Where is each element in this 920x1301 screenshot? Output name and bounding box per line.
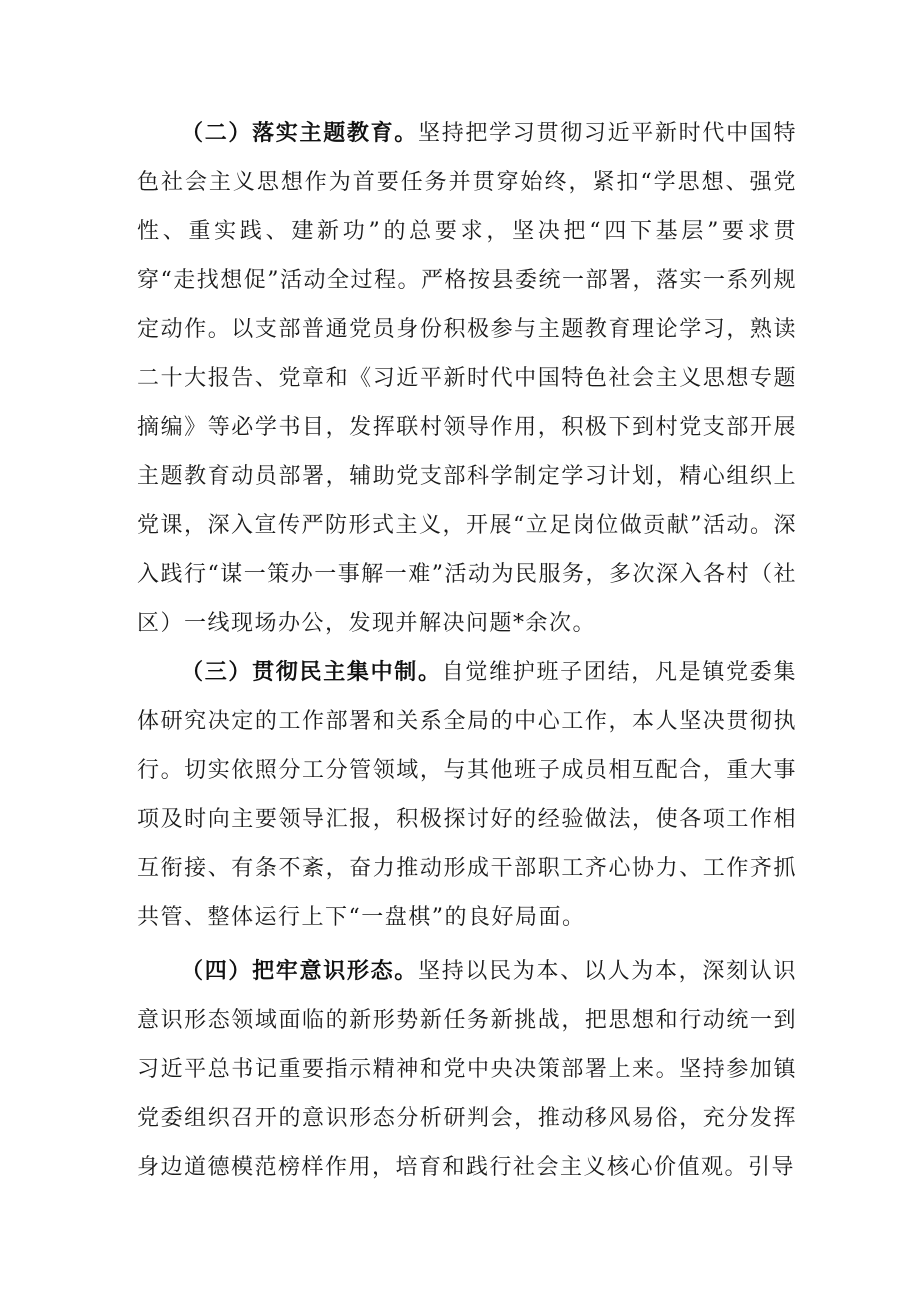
section-2-heading: （二）落实主题教育。 — [181, 121, 418, 146]
section-3-heading: （三）贯彻民主集中制。 — [181, 660, 442, 685]
section-3-body: 自觉维护班子团结，凡是镇党委集体研究决定的工作部署和关系全局的中心工作，本人坚决贯彻执行。切实依照分工分管领域，与其他班子成员相互配合，重大事项及时向主要领导汇报，积极探讨好的经验做法，使各项工作相互衔接、有条不紊，奋力推动形成干部职工齐心协力、工作齐抓共管、整体运行上下“一盘棋”的良好局面。 — [137, 660, 797, 930]
section-4-paragraph — [137, 947, 797, 1192]
section-4-heading: （四）把牢意识形态。 — [181, 959, 418, 984]
section-3-paragraph — [137, 648, 797, 942]
section-2-paragraph — [137, 109, 797, 648]
section-2-body: 坚持把学习贯彻习近平新时代中国特色社会主义思想作为首要任务并贯穿始终，紧扣“学思想、强党性、重实践、建新功”的总要求，坚决把“四下基层”要求贯穿“走找想促”活动全过程。严格按县委统一部署，落实一系列规定动作。以支部普通党员身份积极参与主题教育理论学习，熟读二十大报告、党章和《习近平新时代中国特色社会主义思想专题摘编》等必学书目，发挥联村领导作用，积极下到村党支部开展主题教育动员部署，辅助党支部科学制定学习计划，精心组织上党课，深入宣传严防形式主义，开展“立足岗位做贡献”活动。深入践行“谋一策办一事解一难”活动为民服务，多次深入各村（社区）一线现场办公，发现并解决问题*余次。 — [137, 121, 797, 636]
section-4-body: 坚持以民为本、以人为本，深刻认识意识形态领域面临的新形势新任务新挑战，把思想和行动统一到习近平总书记重要指示精神和党中央决策部署上来。坚持参加镇党委组织召开的意识形态分析研判会，推动移风易俗，充分发挥身边道德模范榜样作用，培育和践行社会主义核心价值观。引导 — [137, 959, 797, 1180]
